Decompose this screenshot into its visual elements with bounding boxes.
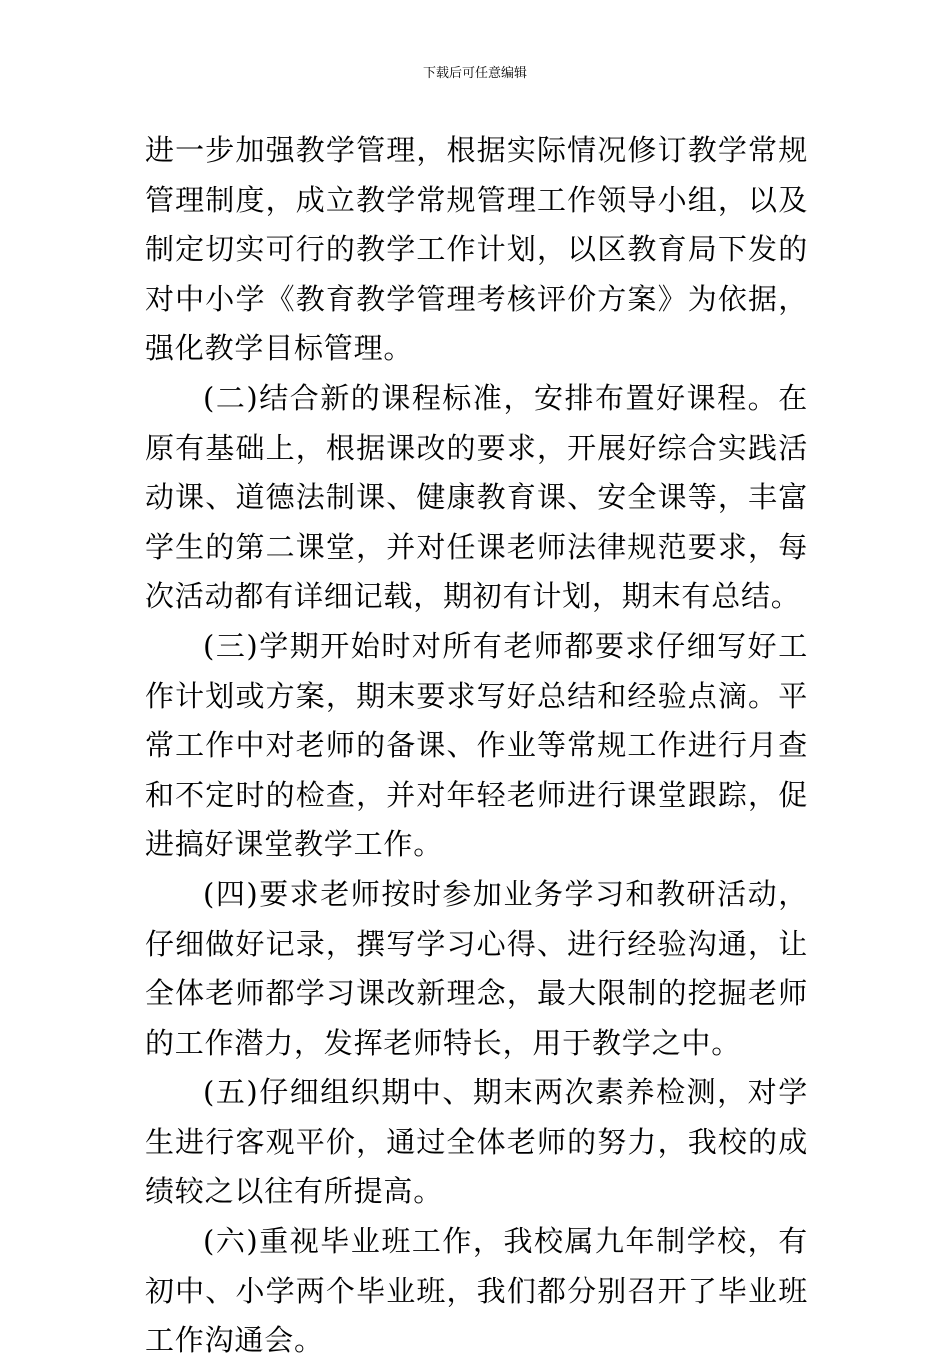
paragraph-item-4: (四)要求老师按时参加业务学习和教研活动，仔细做好记录，撰写学习心得、进行经验沟通，让全体老师都学习课改新理念，最大限制的挖掘老师的工作潜力，发挥老师特长，用于教学之中。 <box>145 876 808 1060</box>
paragraph-intro: 进一步加强教学管理，根据实际情况修订教学常规管理制度，成立教学常规管理工作领导小组，以及制定切实可行的教学工作计划，以区教育局下发的对中小学《教育教学管理考核评价方案》为依据，强化教学目标管理。 <box>145 133 808 366</box>
header-note: 下载后可任意编辑 <box>422 66 527 81</box>
document-body <box>145 126 808 1366</box>
paragraph-item-6: (六)重视毕业班工作，我校属九年制学校，有初中、小学两个毕业班，我们都分别召开了毕业班工作沟通会。 <box>145 1224 808 1358</box>
paragraph-item-2: (二)结合新的课程标准，安排布置好课程。在原有基础上，根据课改的要求，开展好综合实践活动课、道德法制课、健康教育课、安全课等，丰富学生的第二课堂，并对任课老师法律规范要求，每次活动都有详细记载，期初有计划，期末有总结。 <box>145 380 808 614</box>
paragraph-item-5: (五)仔细组织期中、期末两次素养检测，对学生进行客观平价，通过全体老师的努力，我校的成绩较之以往有所提高。 <box>145 1075 808 1209</box>
paragraph-item-3: (三)学期开始时对所有老师都要求仔细写好工作计划或方案，期末要求写好总结和经验点滴。平常工作中对老师的备课、作业等常规工作进行月查和不定时的检查，并对年轻老师进行课堂跟踪，促进搞好课堂教学工作。 <box>145 628 808 862</box>
